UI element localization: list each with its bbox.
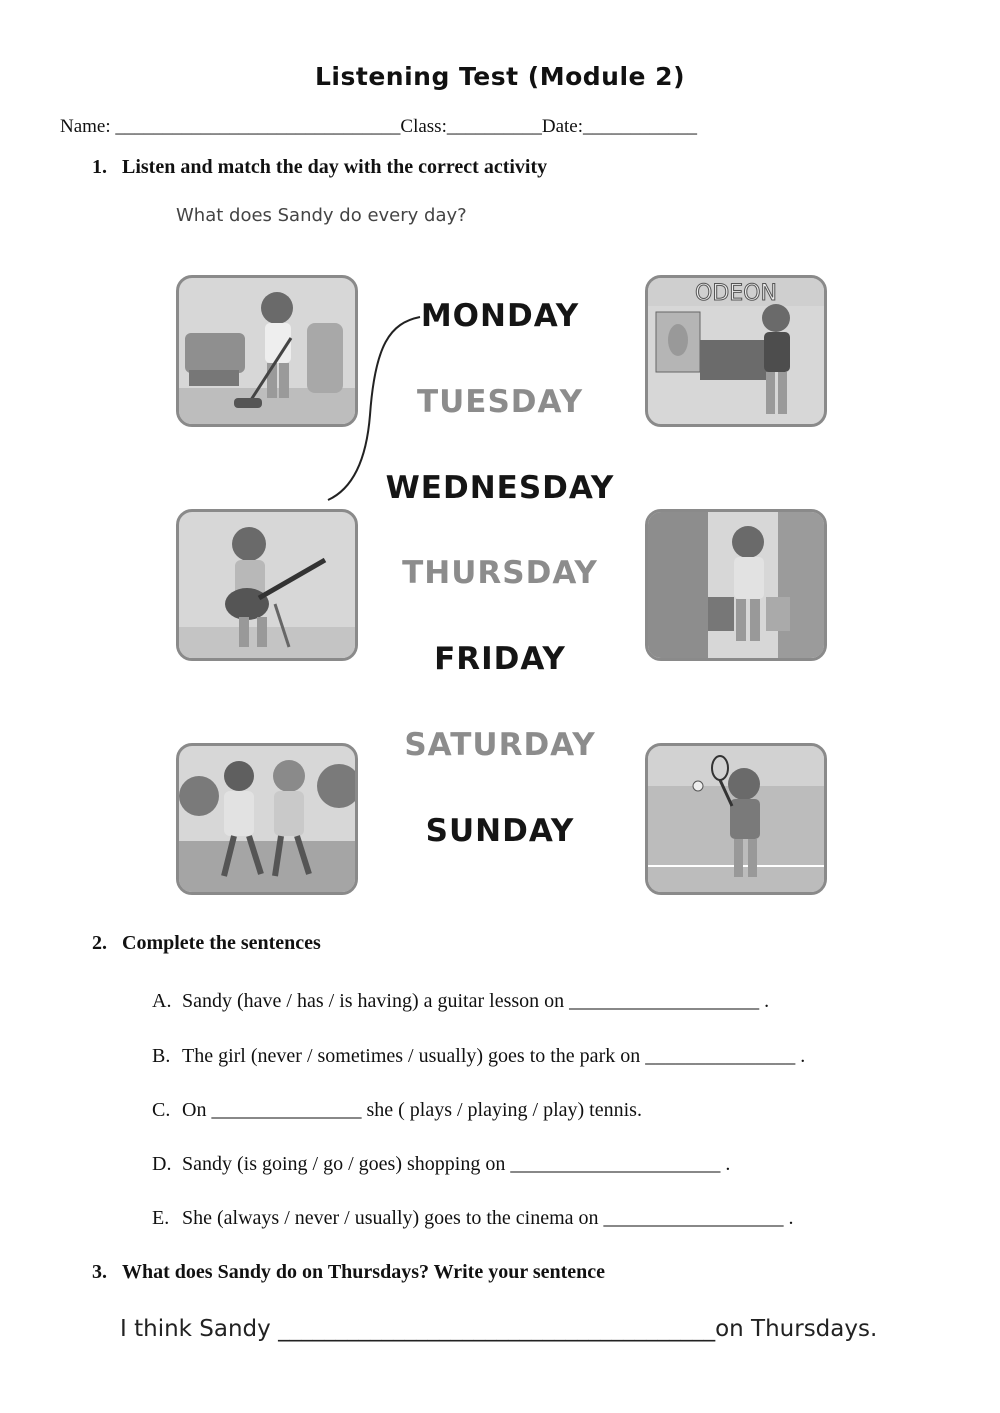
sentence-text: Sandy (is going / go / goes) shopping on _____________________ . <box>182 1153 731 1175</box>
day-friday[interactable]: FRIDAY <box>434 641 566 677</box>
sentence-text: Sandy (have / has / is having) a guitar lesson on ___________________ . <box>182 990 770 1012</box>
tennis-illustration <box>648 746 824 892</box>
sentence-text: The girl (never / sometimes / usually) goes to the park on _______________ . <box>182 1045 806 1067</box>
answer-line[interactable]: I think Sandy ______________________________________on Thursdays. <box>120 1316 878 1342</box>
day-monday[interactable]: MONDAY <box>420 298 580 334</box>
day-thursday[interactable]: THURSDAY <box>402 555 598 591</box>
sentence-e[interactable] <box>152 1207 794 1230</box>
sentence-c[interactable] <box>152 1099 642 1122</box>
day-wednesday[interactable]: WEDNESDAY <box>385 470 615 506</box>
sentence-letter: E. <box>152 1207 170 1229</box>
sentence-letter: C. <box>152 1099 171 1121</box>
exercise-subtitle: What does Sandy do every day? <box>176 205 467 226</box>
question-3 <box>92 1261 605 1284</box>
question-2-text: Complete the sentences <box>122 932 321 954</box>
page-title: Listening Test (Module 2) <box>315 62 685 91</box>
picture-shopping[interactable] <box>645 509 827 661</box>
day-tuesday[interactable]: TUESDAY <box>416 384 584 420</box>
day-sunday[interactable]: SUNDAY <box>425 813 575 849</box>
student-info-line[interactable]: Name: ______________________________Class:__________Date:____________ <box>60 116 697 137</box>
question-3-text: What does Sandy do on Thursdays? Write your sentence <box>122 1261 606 1283</box>
picture-guitar[interactable] <box>176 509 358 661</box>
sentence-letter: B. <box>152 1045 171 1067</box>
day-saturday[interactable]: SATURDAY <box>404 727 596 763</box>
picture-tennis[interactable] <box>645 743 827 895</box>
cinema-illustration <box>648 278 824 424</box>
question-3-number: 3. <box>92 1261 107 1283</box>
guitar-illustration <box>179 512 355 658</box>
cinema-sign: ODEON <box>695 281 777 306</box>
sentence-d[interactable] <box>152 1153 730 1176</box>
sentence-letter: A. <box>152 990 172 1012</box>
picture-park[interactable] <box>176 743 358 895</box>
picture-cinema[interactable] <box>645 275 827 427</box>
question-2 <box>92 932 321 955</box>
question-1 <box>92 156 547 179</box>
park-illustration <box>179 746 355 892</box>
question-1-number: 1. <box>92 156 107 178</box>
sentence-letter: D. <box>152 1153 172 1175</box>
question-2-number: 2. <box>92 932 107 954</box>
question-1-text: Listen and match the day with the correct activity <box>122 156 548 178</box>
shopping-illustration <box>648 512 824 658</box>
sentence-b[interactable] <box>152 1045 805 1068</box>
sentence-a[interactable] <box>152 990 769 1013</box>
sentence-text: On _______________ she ( plays / playing / play) tennis. <box>182 1099 642 1121</box>
sentence-text: She (always / never / usually) goes to the cinema on __________________ . <box>182 1207 794 1229</box>
